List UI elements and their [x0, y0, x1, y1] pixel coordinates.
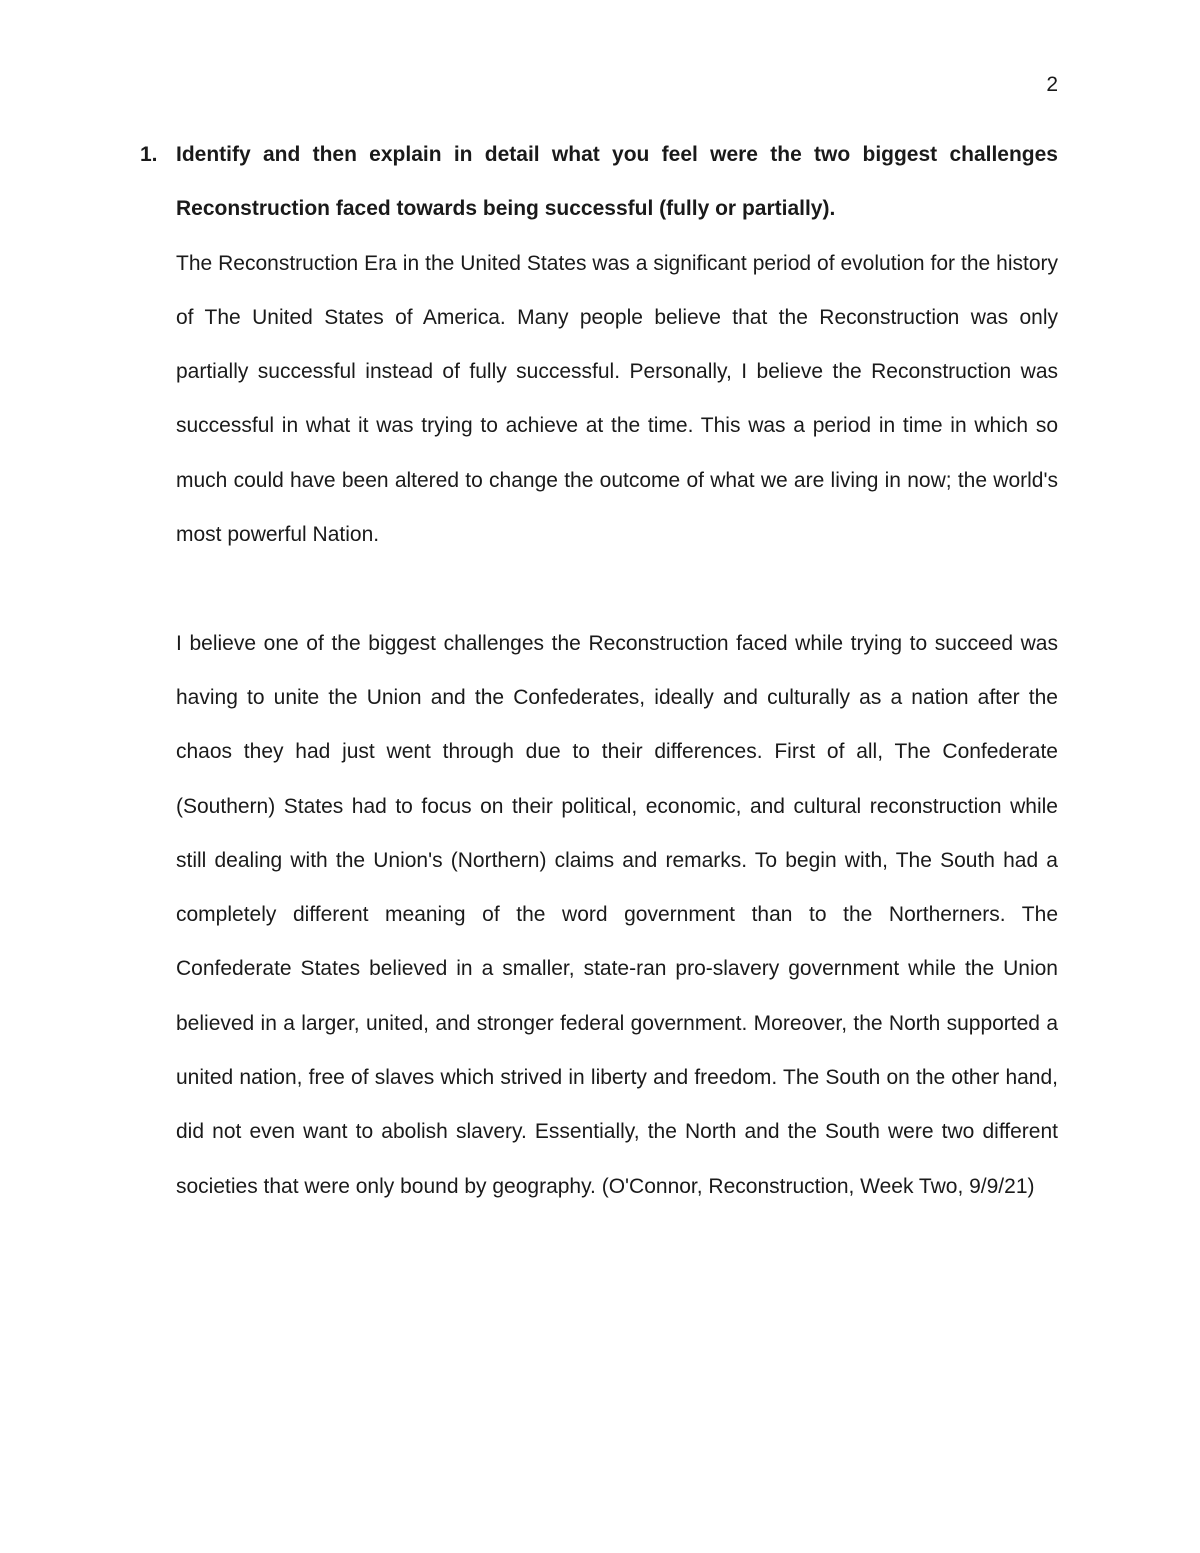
question-text: Identify and then explain in detail what you feel were the two biggest challenges Reconstruction faced towards being successful (fully or partially).: [176, 143, 1058, 221]
question-heading: [140, 128, 1058, 237]
document-body: [140, 128, 1058, 1214]
question-number: 1.: [140, 143, 158, 166]
paragraph-intro: The Reconstruction Era in the United States was a significant period of evolution for the history of The United States of America. Many people believe that the Reconstruction was only partially successful instead of fully successful. Personally, I believe the Reconstruction was successful in what it was trying to achieve at the time. This was a period in time in which so much could have been altered to change the outcome of what we are living in now; the world's most powerful Nation.: [176, 251, 1058, 547]
page-number: 2: [1046, 73, 1058, 96]
paragraph-spacer: [140, 562, 1058, 616]
paragraph-first-challenge: I believe one of the biggest challenges the Reconstruction faced while trying to succeed was having to unite the Union and the Confederates, ideally and culturally as a nation after the chaos they had just went through due to their differences. First of all, The Confederate (Southern) States had to focus on their political, economic, and cultural reconstruction while still dealing with the Union's (Northern) claims and remarks. To begin with, The South had a completely different meaning of the word government than to the Northerners. The Confederate States believed in a smaller, state-ran pro-slavery government while the Union believed in a larger, united, and stronger federal government. Moreover, the North supported a united nation, free of slaves which strived in liberty and freedom. The South on the other hand, did not even want to abolish slavery. Essentially, the North and the South were two different societies that were only bound by geography. (O'Connor, Reconstruction, Week Two, 9/9/21): [176, 631, 1058, 1198]
